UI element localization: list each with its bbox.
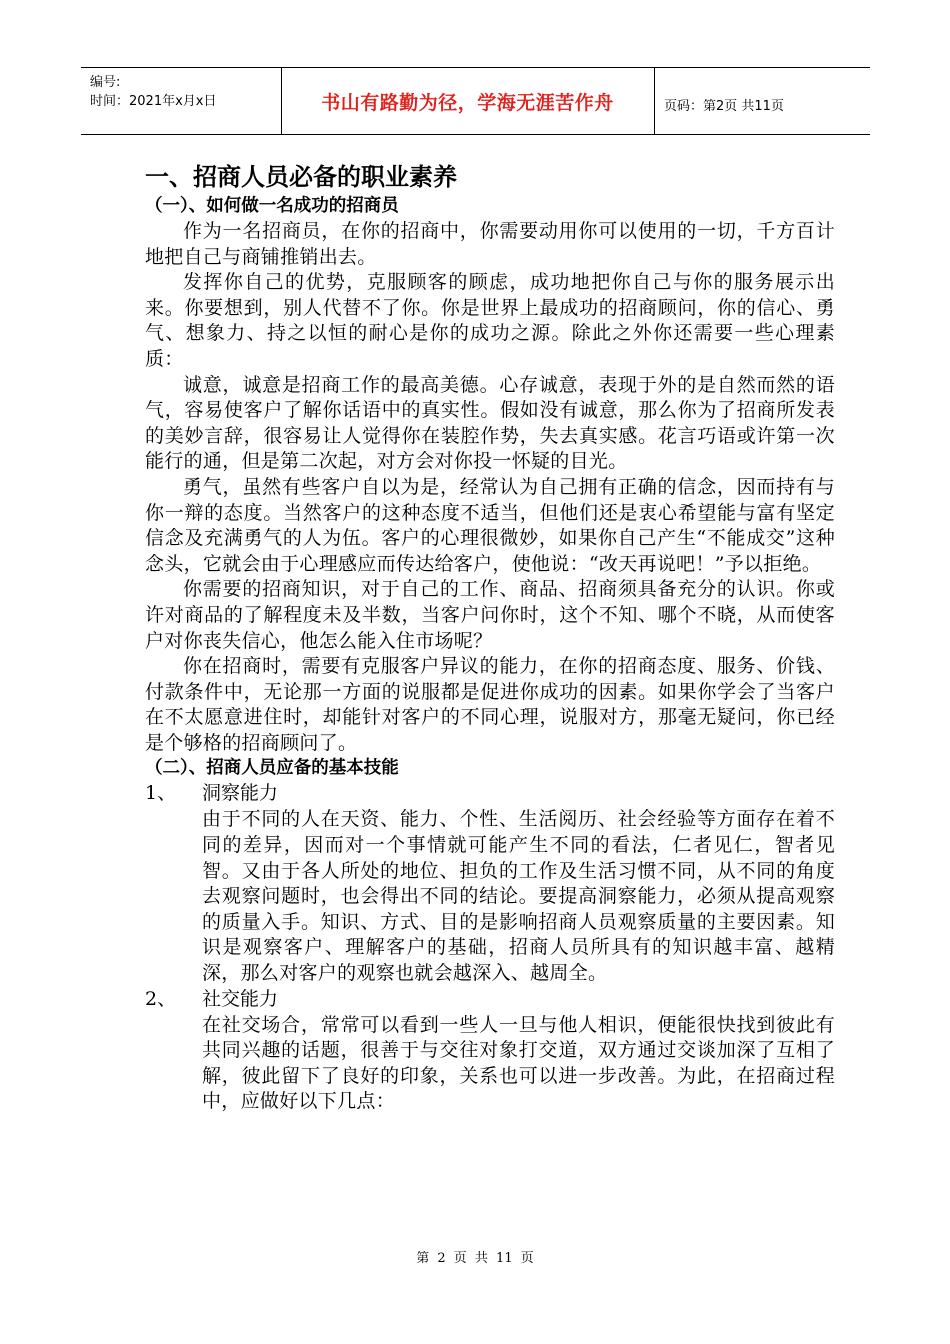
document-number-label: 编号: xyxy=(90,75,121,90)
header-motto: 书山有路勤为径，学海无涯苦作舟 xyxy=(321,92,614,114)
chapter-title: 一、招商人员必备的职业素养 xyxy=(145,163,457,191)
list-item-heading xyxy=(145,987,835,1013)
list-item-body: 在社交场合，常常可以看到一些人一旦与他人相识，便能很快找到彼此有共同兴趣的话题，很善于与交往对象打交道，双方通过交谈加深了互相了解，彼此留下了良好的印象，关系也可以进一步改善。为此，在招商过程中，应做好以下几点： xyxy=(202,1013,835,1113)
paragraph: 作为一名招商员，在你的招商中，你需要动用你可以使用的一切，千方百计地把自己与商铺推销出去。 xyxy=(145,220,835,268)
paragraph: 诚意，诚意是招商工作的最高美德。心存诚意，表现于外的是自然而然的语气，容易使客户了解你话语中的真实性。假如没有诚意，那么你为了招商所发表的美妙言辞，很容易让人觉得你在装腔作势，失去真实感。花言巧语或许第一次能行的通，但是第二次起，对方会对你投一怀疑的目光。 xyxy=(145,373,835,473)
list-item-heading xyxy=(145,781,835,807)
page-footer: 第 2 页 共 11 页 xyxy=(416,1251,534,1266)
header-page-number: 页码：第2页 共11页 xyxy=(664,99,784,114)
paragraph: 发挥你自己的优势，克服顾客的顾虑，成功地把你自己与你的服务展示出来。你要想到，别人代替不了你。你是世界上最成功的招商顾问，你的信心、勇气、想象力、持之以恒的耐心是你的成功之源。除此之外你还需要一些心理素质： xyxy=(145,271,835,370)
header-divider xyxy=(654,68,655,134)
list-item-body: 由于不同的人在天资、能力、个性、生活阅历、社会经验等方面存在着不同的差异，因而对一个事情就可能产生不同的看法，仁者见仁，智者见智。又由于各人所处的地位、担负的工作及生活习惯不同，从不同的角度去观察问题时，也会得出不同的结论。要提高洞察能力，必须从提高观察的质量入手。知识、方式、目的是影响招商人员观察质量的主要因素。知识是观察客户、理解客户的基础，招商人员所具有的知识越丰富、越精深，那么对客户的观察也就会越深入、越周全。 xyxy=(202,808,835,985)
header-left xyxy=(90,73,216,111)
paragraph: 勇气，虽然有些客户自以为是，经常认为自己拥有正确的信念，因而持有与你一辩的态度。当然客户的这种态度不适当，但他们还是衷心希望能与富有坚定信念及充满勇气的人为伍。客户的心理很微妙，如果你自己产生“不能成交”这种念头，它就会由于心理感应而传达给客户，使他说：“改天再说吧！”予以拒绝。 xyxy=(145,475,835,575)
list-item-title: 洞察能力 xyxy=(202,782,279,805)
paragraph: 你需要的招商知识，对于自己的工作、商品、招商须具备充分的认识。你或许对商品的了解程度未及半数，当客户问你时，这个不知、哪个不晓，从而使客户对你丧失信心，他怎么能入住市场呢？ xyxy=(145,578,835,652)
list-item-title: 社交能力 xyxy=(202,987,279,1010)
list-item-number: 1、 xyxy=(145,782,177,805)
section-heading: （一）、如何做一名成功的招商员 xyxy=(145,196,399,216)
list-item-number: 2、 xyxy=(145,987,177,1010)
page-header xyxy=(81,67,870,135)
document-body xyxy=(145,160,835,1115)
paragraph: 你在招商时，需要有克服客户异议的能力，在你的招商态度、服务、价钱、付款条件中，无论那一方面的说服都是促进你成功的因素。如果你学会了当客户在不太愿意进住时，却能针对客户的不同心理，说服对方，那毫无疑问，你已经是个够格的招商顾问了。 xyxy=(145,655,835,754)
document-date: 时间：2021年x月x日 xyxy=(90,94,217,109)
section-heading: （二）、招商人员应备的基本技能 xyxy=(145,758,399,779)
